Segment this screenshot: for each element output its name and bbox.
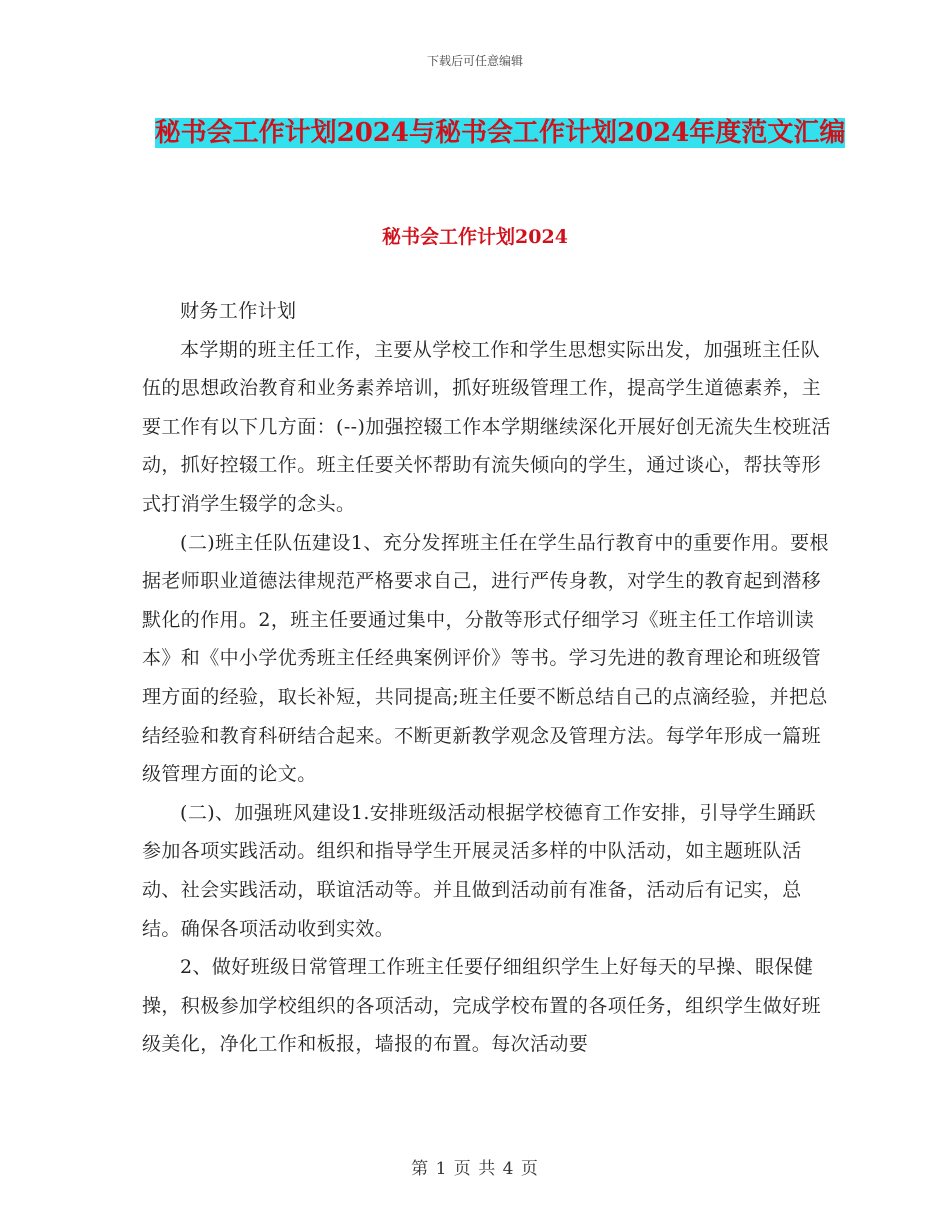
paragraph: 本学期的班主任工作，主要从学校工作和学生思想实际出发，加强班主任队伍的思想政治教育和业务素养培训，抓好班级管理工作，提高学生道德素养，主要工作有以下几方面：(--)加强控辍工作本学期继续深化开展好创无流失生校班活动，抓好控辍工作。班主任要关怀帮助有流失倾向的学生，通过谈心，帮扶等形式打消学生辍学的念头。 [142, 338, 831, 515]
paragraph: (二)、加强班风建设1.安排班级活动根据学校德育工作安排，引导学生踊跃参加各项实践活动。组织和指导学生开展灵活多样的中队活动，如主题班队活动、社会实践活动，联谊活动等。并且做到活动前有准备，活动后有记实，总结。确保各项活动收到实效。 [142, 801, 816, 940]
paragraph-heading: 财务工作计划 [180, 300, 297, 322]
paragraph: (二)班主任队伍建设1、充分发挥班主任在学生品行教育中的重要作用。要根据老师职业道德法律规范严格要求自己，进行严传身教，对学生的教育起到潜移默化的作用。2，班主任要通过集中，分散等形式仔细学习《班主任工作培训读本》和《中小学优秀班主任经典案例评价》等书。学习先进的教育理论和班级管理方面的经验，取长补短，共同提高;班主任要不断总结自己的点滴经验，并把总结经验和教育科研结合起来。不断更新教学观念及管理方法。每学年形成一篇班级管理方面的论文。 [142, 531, 829, 786]
paragraph: 2、做好班级日常管理工作班主任要仔细组织学生上好每天的早操、眼保健操，积极参加学校组织的各项活动，完成学校布置的各项任务，组织学生做好班级美化，净化工作和板报，墙报的布置。每次活动要 [142, 956, 822, 1056]
page-number: 第 1 页 共 4 页 [411, 1159, 539, 1179]
section-title: 秘书会工作计划2024 [382, 226, 568, 248]
document-title-text: 秘书会工作计划2024与秘书会工作计划2024年度范文汇编 [154, 118, 846, 148]
header-note: 下载后可任意编辑 [426, 54, 523, 68]
document-body [142, 292, 832, 1064]
document-title [150, 108, 850, 158]
